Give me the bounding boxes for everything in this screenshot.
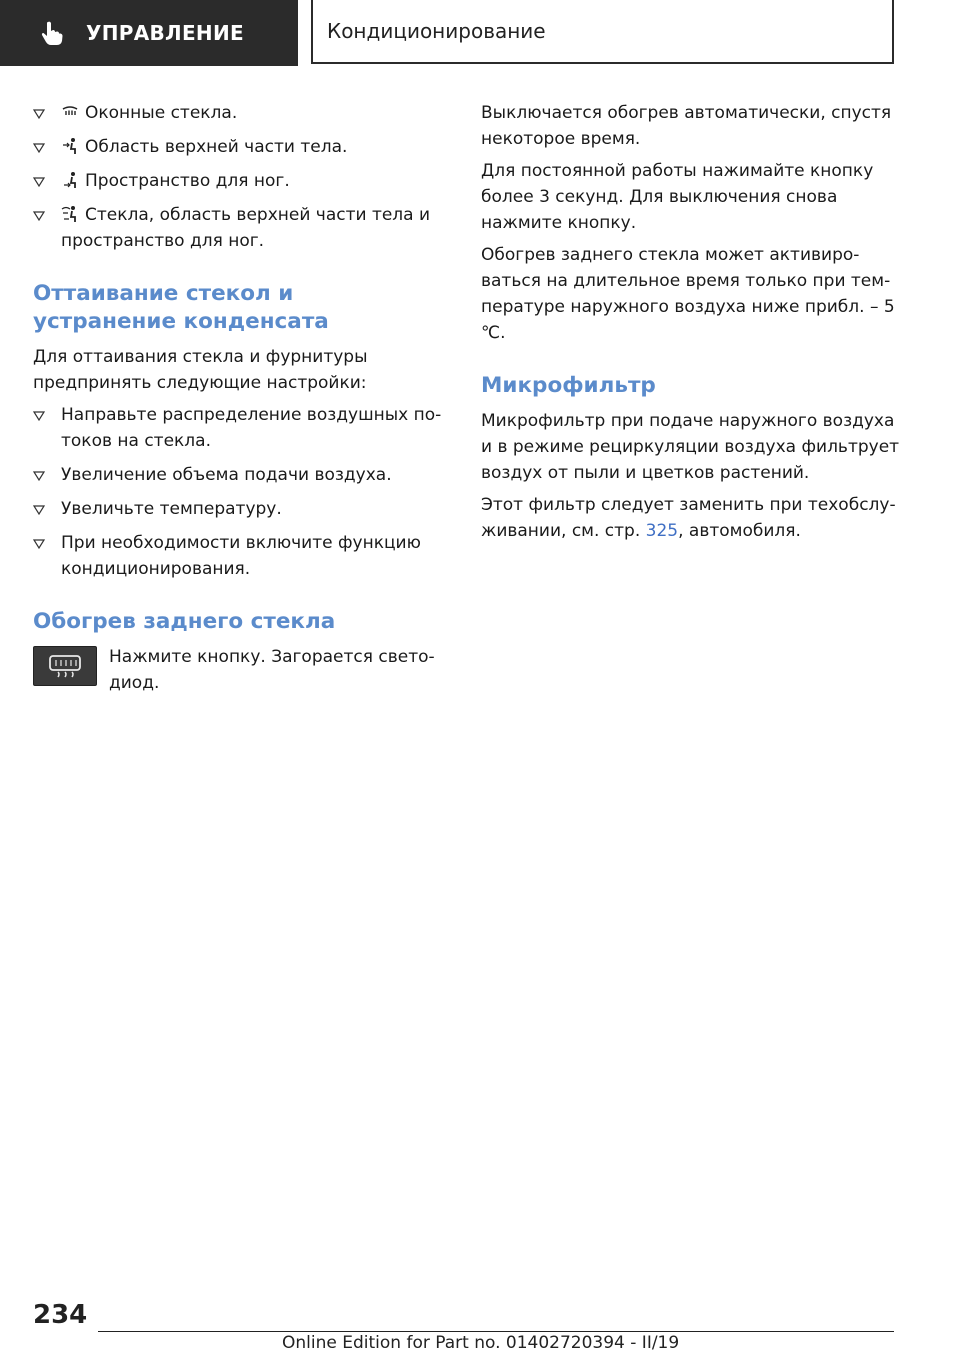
vent-item-footwell <box>33 168 443 194</box>
bullet-triangle-icon <box>33 471 45 481</box>
vent-item-text: Оконные стекла. <box>85 103 238 123</box>
defrost-step-text: Увеличьте температуру. <box>61 499 282 519</box>
upper-body-air-icon <box>61 137 79 155</box>
topic-header <box>311 0 894 64</box>
right-column <box>481 100 901 550</box>
defrost-step <box>33 402 443 454</box>
section-title: УПРАВЛЕНИЕ <box>86 21 244 45</box>
rear-defrost-button <box>33 646 97 686</box>
bullet-triangle-icon <box>33 109 45 119</box>
defrost-step-text: Направьте распределение воздушных потоков на стекла. <box>61 405 442 451</box>
defrost-heading: Оттаивание стекол и устранение конденсата <box>33 281 329 334</box>
hand-pointer-icon <box>40 20 66 46</box>
windshield-air-icon <box>61 103 79 121</box>
rear-defrost-row <box>33 644 443 696</box>
section-tab[interactable] <box>0 0 298 66</box>
vent-item-windows <box>33 100 443 126</box>
temperature-condition-paragraph: Обогрев заднего стекла может активироваться на длительное время только при температуре наружного воздуха ниже прибл. – 5 ℃. <box>481 245 895 343</box>
vent-item-all <box>33 202 443 254</box>
service-text: Этот фильтр следует заменить при техобслуживании, см. стр. <box>481 495 896 541</box>
rear-window-heading: Обогрев заднего стекла <box>33 609 336 634</box>
defrost-step <box>33 530 443 582</box>
microfilter-paragraph: Микрофильтр при подаче наружного воздуха и в режиме рециркуляции воздуха фильтрует воздух от пыли и цветков растений. <box>481 411 900 483</box>
auto-off-paragraph: Выключается обогрев автоматически, спустя некоторое время. <box>481 103 892 149</box>
page-reference-link[interactable]: 325 <box>645 521 679 541</box>
bullet-triangle-icon <box>33 411 45 421</box>
vent-item-text: Пространство для ног. <box>85 171 290 191</box>
defrost-step <box>33 496 443 522</box>
vent-item-upper-body <box>33 134 443 160</box>
edition-footer: Online Edition for Part no. 01402720394 - II/19 <box>282 1333 680 1353</box>
defrost-step <box>33 462 443 488</box>
bullet-triangle-icon <box>33 505 45 515</box>
rear-defrost-instruction: Нажмите кнопку. Загорается светодиод. <box>109 647 435 693</box>
microfilter-heading: Микрофильтр <box>481 373 656 398</box>
windshield-body-foot-air-icon <box>61 205 79 223</box>
footer-divider <box>98 1331 894 1332</box>
microfilter-service-paragraph <box>481 492 901 544</box>
bullet-triangle-icon <box>33 211 45 221</box>
defrost-intro: Для оттаивания стекла и фурнитуры предпринять следующие настройки: <box>33 347 368 393</box>
vent-item-text: Стекла, область верхней части тела и пространство для ног. <box>61 205 431 251</box>
rear-defrost-icon <box>45 653 85 679</box>
bullet-triangle-icon <box>33 177 45 187</box>
page-number: 234 <box>33 1300 88 1330</box>
bullet-triangle-icon <box>33 539 45 549</box>
defrost-step-text: При необходимости включите функцию кондиционирования. <box>61 533 421 579</box>
bullet-triangle-icon <box>33 143 45 153</box>
topic-title: Кондиционирование <box>327 19 546 43</box>
left-column <box>33 100 443 696</box>
footwell-air-icon <box>61 171 79 189</box>
defrost-step-text: Увеличение объема подачи воздуха. <box>61 465 392 485</box>
service-text-end: , автомобиля. <box>678 521 801 541</box>
vent-item-text: Область верхней части тела. <box>85 137 348 157</box>
continuous-mode-paragraph: Для постоянной работы нажимайте кнопку более 3 секунд. Для выключения снова нажмите кнопку. <box>481 161 874 233</box>
